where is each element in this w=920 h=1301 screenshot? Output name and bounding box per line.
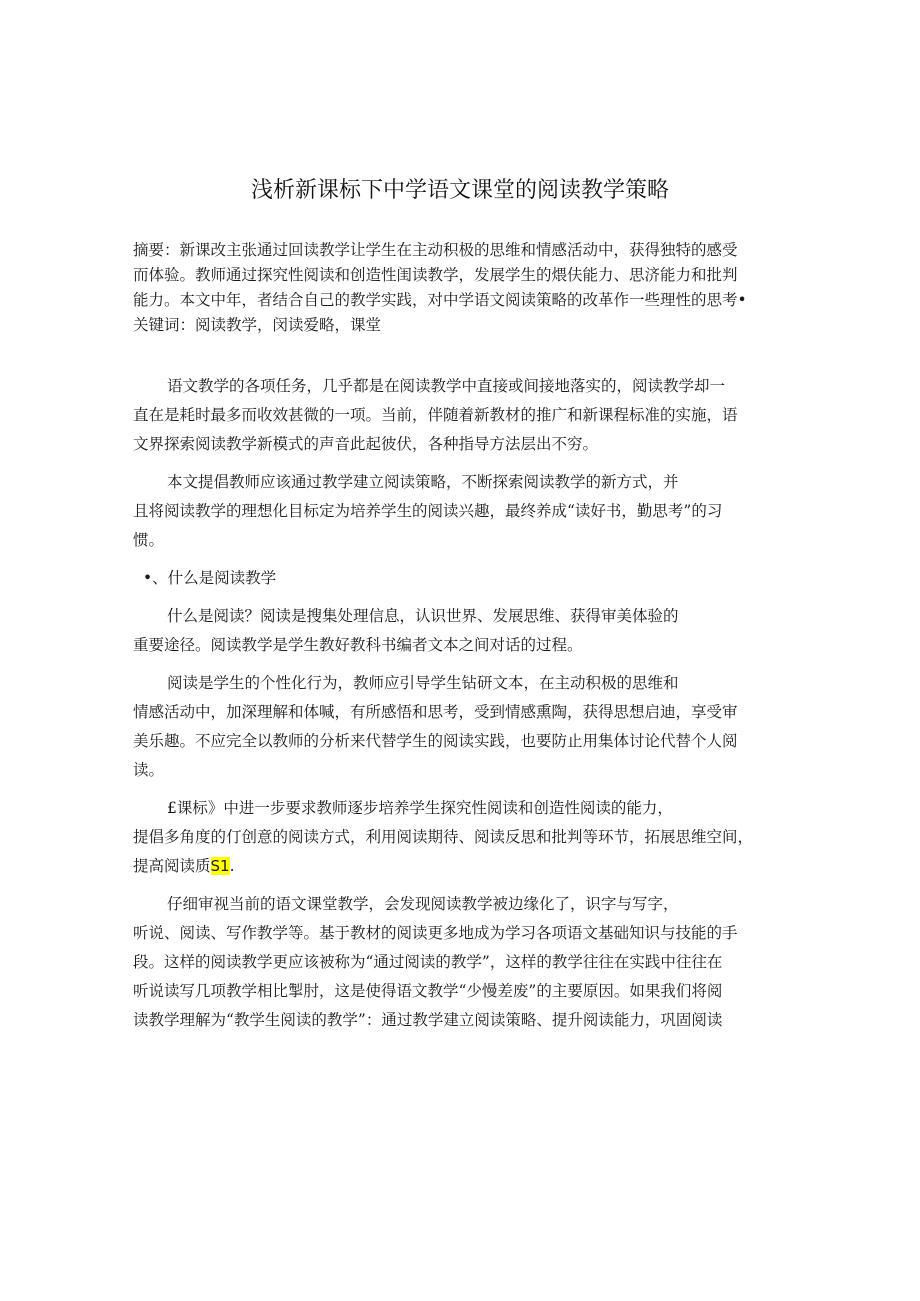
paragraph-line: 提倡多角度的仃创意的阅读方式，利用阅读期待、阅读反思和批判等环节，拓展思维空间， xyxy=(133,828,754,846)
paragraph-4 xyxy=(133,669,793,785)
paragraph-line: 段。这样的阅读教学更应该被称为“通过阅读的教学”，这样的教学往往在实践中往往在 xyxy=(133,953,723,971)
paragraph-1 xyxy=(133,372,793,459)
paragraph-line: 阅读是学生的个性化行为，教师应引导学生钻研文本，在主动积极的思维和 xyxy=(167,674,679,692)
document-title: 浅析新课标下中学语文课堂的阅读教学策略 xyxy=(250,178,669,203)
paragraph-text: 提高阅读质 xyxy=(133,857,211,875)
paragraph-text: . xyxy=(229,857,235,875)
abstract-block xyxy=(133,238,803,338)
abstract-line: 能力。本文中年，者结合自己的教学实践，对中学语文阅读策略的改革作一些理性的思考• xyxy=(133,291,747,309)
paragraph-line: 听说读写几项教学相比掣肘，这是使得语文教学“少慢差废”的主要原因。如果我们将阅 xyxy=(133,982,723,1000)
paragraph-line: 文界探索阅读教学新模式的声音此起彼伏，各种指导方法层出不穷。 xyxy=(133,435,599,453)
paragraph-line: 什么是阅读？阅读是搜集处理信息，认识世界、发展思维、获得审美体验的 xyxy=(167,607,679,625)
paragraph-2 xyxy=(133,468,793,555)
paragraph-6 xyxy=(133,890,793,1035)
paragraph-line xyxy=(133,852,793,881)
paragraph-line: 仔细审视当前的语文课堂教学，会发现阅读教学被边缘化了，识字与写字， xyxy=(167,895,679,913)
paragraph-line: 且将阅读教学的理想化目标定为培养学生的阅读兴趣，最终养成“读好书，勤思考”的习 xyxy=(133,502,723,520)
paragraph-line: 情感活动中，加深理解和体喊，有所感悟和思考，受到情感熏陶，获得思想启迪，享受审 xyxy=(133,703,738,721)
abstract-line: 而体验。教师通过探究性阅读和创造性闺读教学，发展学生的煨伕能力、思济能力和批判 xyxy=(133,266,738,284)
abstract-line: 摘要：新课改主张通过回读教学让学生在主动积极的思维和情感活动中，获得独特的感受 xyxy=(133,241,738,259)
paragraph-line: £课标》中进一步要求教师逐步培养学生探究性阅读和创造性阅读的能力， xyxy=(167,799,673,817)
paragraph-line: 语文教学的各项任务，几乎都是在阅读教学中直接或间接地落实的，阅读教学却一 xyxy=(167,377,726,395)
body-text xyxy=(133,372,793,1044)
paragraph-line: 读教学理解为“教学生阅读的教学”：通过教学建立阅读策略、提升阅读能力，巩固阅读 xyxy=(133,1011,723,1029)
paragraph-line: 惯。 xyxy=(133,531,165,549)
paragraph-line: 重要途径。阅读教学是学生教好教科书编者文本之间对话的过程。 xyxy=(133,636,583,654)
paragraph-5 xyxy=(133,794,793,881)
paragraph-line: 直在是耗时最多而收效甚微的一项。当前，伴随着新教材的推广和新课程标准的实施，语 xyxy=(133,406,738,424)
keywords-line: 关键词：阅读教学，闵读爱略，课堂 xyxy=(133,316,382,334)
highlighted-text: S1 xyxy=(210,857,230,875)
paragraph-line: 读。 xyxy=(133,761,165,779)
paragraph-line: 听说、阅读、写作教学等。基于教材的阅读更多地成为学习各项语文基础知识与技能的手 xyxy=(133,924,738,942)
paragraph-line: 美乐趣。不应完全以教师的分析来代替学生的阅读实践，也要防止用集体讨论代替个人阅 xyxy=(133,732,738,750)
paragraph-3 xyxy=(133,602,793,660)
section-heading: •、什么是阅读教学 xyxy=(143,569,277,587)
paragraph-line: 本文提倡教师应该通过教学建立阅读策略，不断探索阅读教学的新方式，并 xyxy=(167,473,679,491)
